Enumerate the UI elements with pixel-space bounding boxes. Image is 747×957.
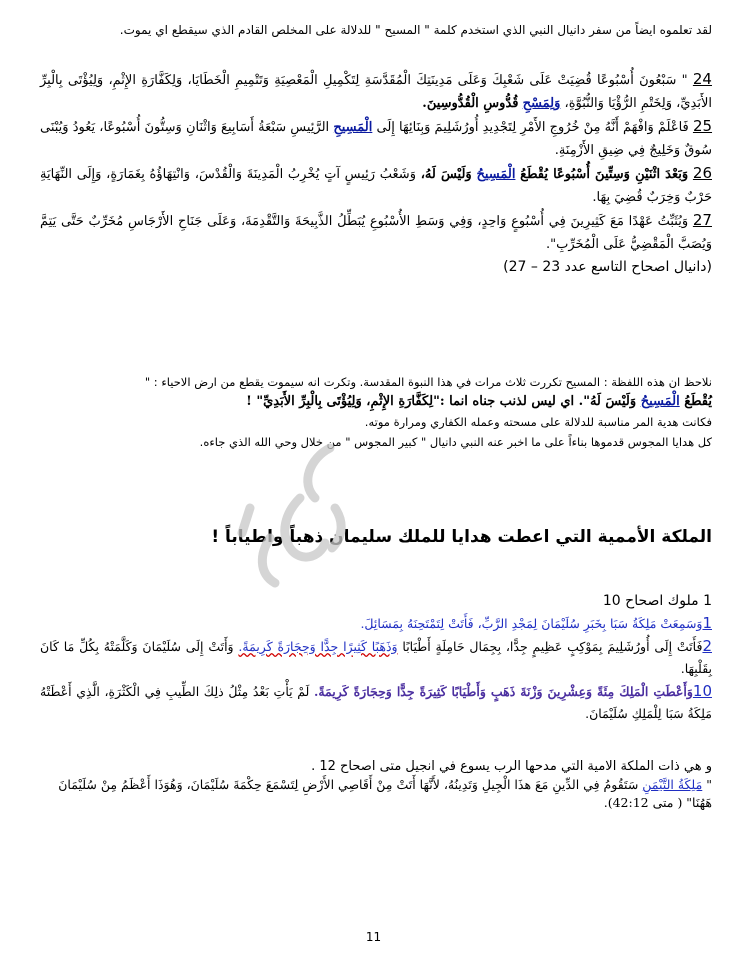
watermark-stroke-3 [262,538,275,583]
verse-number: 26 [692,164,712,182]
kings-caption: 1 ملوك اصحاح 10 [602,593,712,609]
verse-number: 24 [692,70,712,88]
commentary-line-4: كل هدايا المجوس قدموها بناءاً على ما اخبر عنه النبي دانيال " كبير المجوس " من خلال وحي الله الذي جاءه. [199,435,712,449]
intro-line: لقد تعلموه ايضاً من سفر دانيال النبي الذي استخدم كلمة " المسيح " للدلالة على المخلص القادم الذي سيقطع اي يموت. [119,23,712,37]
verse-text: فَاعْلَمْ وَافْهَمْ أَنَّهُ مِنْ خُرُوجِ الأَمْرِ لِتَجْدِيدِ أُورُشَلِيمَ وَبِنَائِهَا إِلَى [376,120,689,135]
watermark-lettering [242,448,341,583]
kings-verse-2 [40,635,712,680]
page-number: 11 [365,930,382,944]
daniel-verse-26 [40,162,712,209]
verse-text: وَسَمِعَتْ مَلِكَةُ سَبَا بِخَبَرِ سُلَيْمَانَ لِمَجْدِ الرَّبِّ، فَأَتَتْ لِتَمْتَحِنَهُ بِمَسَائِلَ. [360,616,703,631]
verse-number: 25 [692,117,713,135]
watermark-stroke-2 [285,498,325,557]
commentary-line-3: فكانت هدية المر مناسبة للدلالة على مسحته وعمله الكفاري ومرارة موته. [364,415,712,429]
commentary [40,372,712,452]
verse-text: وَيُثَبِّتُ عَهْدًا مَعَ كَثِيرِينَ فِي أُسْبُوعٍ وَاحِدٍ، وَفِي وَسَطِ الأُسْبُوعِ يُبَطِّلُ الذَّبِيحَةَ وَالتَّقْدِمَةَ، وَعَلَى جَنَاحِ الأَرْجَاسِ مُخَرِّبٌ حَتَّى يَتِمَّ وَيُصَبَّ الْمَقْضِيُّ عَلَى الْمُخَرِّبِ". [40,214,712,252]
commentary-quote: يُقْطَعُ الْمَسِيحُ وَلَيْسَ لَهُ". اي ليس لذنب جناه انما :"لِكَفَّارَةِ الإِثْمِ، وَلِيُؤْتَى بِالْبِرِّ الأَبَدِيِّ" ! [246,394,712,409]
kings-verse-1 [40,612,712,635]
watermark-stroke-1 [308,448,330,498]
verse-text: الرَّئِيسِ سَبْعَةُ أَسَابِيعَ وَاثْنَانِ وَسِتُّونَ أُسْبُوعًا، يَعُودُ وَيُبْنَى سُوقٌ وَخَلِيجٌ فِي ضِيقِ الأَزْمِنَةِ. [40,120,712,158]
verse-number: 1 [702,614,712,632]
kings-verse-10 [40,680,712,725]
verse-text-bold: وَلَيْسَ لَهُ، [420,167,472,182]
daniel-passage [40,68,712,279]
watermark-stroke-4 [242,508,250,533]
daniel-verse-27 [40,209,712,256]
verse-text: وَأَتَتْ إِلَى سُلَيْمَانَ وَكَلَّمَتْهُ بِكُلِّ مَا كَانَ بِقَلْبِهَا. [40,639,712,676]
keyword-queen-south: مَلِكَةُ التَّيْمَنِ [642,777,703,792]
highlight-gold-stones: وَذَهَبًا كَثِيرًا جِدًّا وَحِجَارَةً كَرِيمَةً. [238,639,398,654]
daniel-verse-25 [40,115,712,162]
verse-number: 27 [692,211,712,229]
verse-text-bold: وَبَعْدَ اثْنَيْنِ وَسِتِّينَ أُسْبُوعًا يُقْطَعُ [520,167,689,182]
kings-passage [40,590,712,725]
watermark-stroke-5 [332,508,341,548]
matthew-passage [40,758,712,812]
matthew-quote: " مَلِكَةُ التَّيْمَنِ سَتَقُومُ فِي الدِّينِ مَعَ هذَا الْجِيلِ وَتَدِينُهُ، لأَنَّهَا أَتَتْ مِنْ أَقَاصِي الأَرْضِ لِتَسْمَعَ حِكْمَةَ سُلَيْمَانَ، وَهُوَذَا أَعْظَمُ مِنْ سُلَيْمَانَ هَهُنَا" ( متى 42:12). [58,777,712,810]
verse-number: 10 [692,682,712,700]
keyword-anoint: وَلِمَسْحِ [522,96,561,111]
matthew-caption: و هي ذات الملكة الامية التي مدحها الرب يسوع في انجيل متى اصحاح 12 . [311,759,712,774]
commentary-line-1: نلاحظ ان هذه اللفظة : المسيح تكررت ثلاث مرات في هذا النبوة المقدسة. وتكرت انه سيموت يقطع من ارض الاحياء : " [144,375,712,389]
keyword-messiah: الْمَسِيحُ [640,394,680,409]
keyword-messiah: الْمَسِيحُ [476,167,516,182]
verse-text-end: قُدُّوسِ الْقُدُّوسِينَ. [422,96,519,111]
daniel-reference: (دانيال اصحاح التاسع عدد 23 – 27) [503,259,712,275]
section-heading: الملكة الأممية التي اعطت هدايا للملك سليمان ذهباً واطياباً ! [211,527,712,547]
keyword-messiah: الْمَسِيحِ [333,120,373,135]
verse-text: " سَبْعُونَ أُسْبُوعًا قُضِيَتْ عَلَى شَعْبِكَ وَعَلَى مَدِينَتِكَ الْمُقَدَّسَةِ لِتَكْمِيلِ الْمَعْصِيَةِ وَتَتْمِيمِ الْخَطَايَا، وَلِكَفَّارَةِ الإِثْمِ، وَلِيُؤْتَى بِالْبِرِّ الأَبَدِيِّ، وَلِخَتْمِ الرُّؤْيَا وَالنُّبُوَّةِ، [40,73,712,111]
verse-text-highlight: وَأَعْطَتِ الْمَلِكَ مِئَةً وَعِشْرِينَ وَزْنَةَ ذَهَبٍ وَأَطْيَابًا كَثِيرَةً جِدًّا وَحِجَارَةً كَرِيمَةً. [314,684,693,699]
verse-text: لَمْ يَأْتِ بَعْدُ مِثْلُ ذلِكَ الطِّيبِ فِي الْكَثْرَةِ، الَّذِي أَعْطَتْهُ مَلِكَةُ سَبَا لِلْمَلِكِ سُلَيْمَانَ. [40,684,712,721]
verse-text: وَشَعْبُ رَئِيسٍ آتٍ يُخْرِبُ الْمَدِينَةَ وَالْقُدْسَ، وَانْتِهَاؤُهُ بِغَمَارَةٍ، وَإِلَى النِّهَايَةِ حَرْبٌ وَخِرَبٌ قُضِيَ بِهَا. [40,167,712,205]
daniel-verse-24 [40,68,712,115]
verse-text: فَأَتَتْ إِلَى أُورُشَلِيمَ بِمَوْكِبٍ عَظِيمٍ جِدًّا، بِجِمَال حَامِلَةٍ أَطْيَابًا [402,639,703,654]
verse-number: 2 [702,637,712,655]
watermark-stamp [230,438,360,593]
